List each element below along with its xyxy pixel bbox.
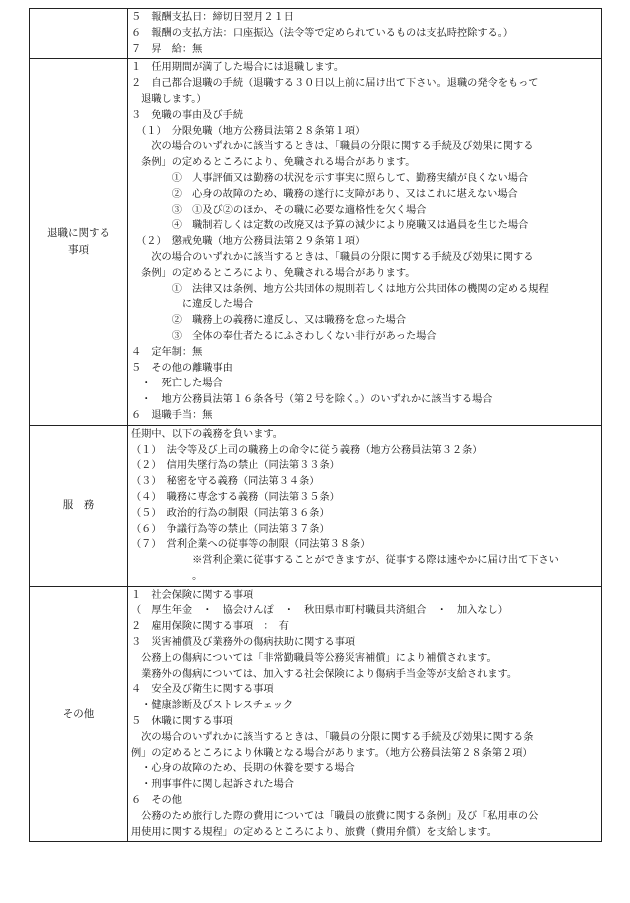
section-content-pay [128, 9, 602, 59]
text-line: ・ 死亡した場合 [131, 378, 223, 390]
text-line: 次の場合のいずれかに該当するときは、「職員の分限に関する手続及び効果に関する [131, 141, 534, 153]
section-content-duties [128, 425, 602, 586]
text-line: ② 職務上の義務に違反し、又は職務を怠った場合 [131, 315, 407, 327]
text-line: ６ 退職手当：無 [131, 409, 213, 421]
text-line: ・ 地方公務員法第１６条各号（第２号を除く。）のいずれかに該当する場合 [131, 394, 493, 406]
text-line: 退職します。） [131, 93, 207, 105]
text-line: 条例」の定めるところにより、免職される場合があります。 [131, 267, 416, 279]
text-line: １ 社会保険に関する事項 [131, 589, 254, 601]
text-line: ３ 災害補償及び業務外の傷病扶助に関する事項 [131, 637, 356, 649]
text-line: 任期中、以下の義務を負います。 [131, 428, 283, 440]
text-line: 公務のため旅行した際の費用については「職員の旅費に関する条例」及び「私用車の公 [131, 810, 539, 822]
text-line: ・刑事事件に関し起訴された場合 [131, 779, 294, 791]
text-line: （ 厚生年金 ・ 協会けんぽ ・ 秋田県市町村職員共済組合 ・ 加入なし） [131, 605, 508, 617]
text-line: ④ 職制若しくは定数の改廃又は予算の減少により廃職又は過員を生じた場合 [131, 220, 529, 232]
text-line: ４ 安全及び衛生に関する事項 [131, 684, 274, 696]
text-line: ① 法律又は条例、地方公共団体の規則若しくは地方公共団体の機関の定める規程 [131, 283, 549, 295]
text-line: ２ 自己都合退職の手続（退職する３０日以上前に届け出て下さい。退職の発令をもって [131, 78, 539, 90]
text-line: ５ 休職に関する事項 [131, 716, 233, 728]
text-line: ７ 昇 給：無 [131, 43, 203, 55]
text-line: ５ その他の離職事由 [131, 362, 233, 374]
text-line: ・健康診断及びストレスチェック [131, 700, 294, 712]
section-row-duties [30, 425, 602, 586]
text-line: ③ 全体の奉仕者たるにふさわしくない非行があった場合 [131, 330, 437, 342]
text-line: （１） 分限免職（地方公務員法第２８条第１項） [131, 125, 366, 137]
section-content-other [128, 586, 602, 842]
section-content-retirement [128, 59, 602, 425]
text-line: ② 心身の故障のため、職務の遂行に支障があり、又はこれに堪えない場合 [131, 188, 518, 200]
text-line: ３ 免職の事由及び手続 [131, 109, 244, 121]
text-line: （４） 職務に専念する義務（同法第３５条） [131, 491, 340, 503]
section-row-pay [30, 9, 602, 59]
text-line: ① 人事評価又は勤務の状況を示す事実に照らして、勤務実績が良くない場合 [131, 172, 529, 184]
text-line: 公務上の傷病については「非常勤職員等公務災害補償」により補償されます。 [131, 652, 497, 664]
text-line: （２） 懲戒免職（地方公務員法第２９条第１項） [131, 236, 366, 248]
text-line: ５ 報酬支払日：締切日翌月２１日 [131, 12, 294, 23]
text-line: 条例」の定めるところにより、免職される場合があります。 [131, 157, 416, 169]
text-line: （２） 信用失墜行為の禁止（同法第３３条） [131, 460, 340, 472]
text-line: ③ ①及び②のほか、その職に必要な適格性を欠く場合 [131, 204, 427, 216]
text-line: ※営利企業に従事することができますが、従事する際は速やかに届け出て下さい [131, 555, 559, 567]
text-line: ・心身の故障のため、長期の休養を要する場合 [131, 763, 355, 775]
text-line: （７） 営利企業への従事等の制限（同法第３８条） [131, 539, 371, 551]
text-line: １ 任用期間が満了した場合には退職します。 [131, 62, 345, 74]
document-table [29, 8, 602, 842]
text-line: ６ その他 [131, 795, 182, 807]
text-line: ４ 定年制：無 [131, 346, 203, 358]
text-line: 次の場合のいずれかに該当するときは、「職員の分限に関する手続及び効果に関する条 [131, 731, 534, 743]
text-line: 業務外の傷病については、加入する社会保険により傷病手当金等が支給されます。 [131, 668, 518, 680]
text-line: 用使用に関する規程」の定めるところにより、旅費（費用弁償）を支給します。 [131, 826, 497, 838]
text-line: 。 [131, 570, 203, 582]
text-line: 例」の定めるところにより休職となる場合があります。（地方公務員法第２８条第２項） [131, 747, 533, 759]
text-line: ２ 雇用保険に関する事項 ： 有 [131, 621, 289, 633]
text-line: （３） 秘密を守る義務（同法第３４条） [131, 476, 320, 488]
section-label-other: その他 [30, 586, 128, 842]
text-line: に違反した場合 [131, 299, 254, 311]
section-label-retirement: 退職に関する 事項 [30, 59, 128, 425]
section-row-retirement [30, 59, 602, 425]
text-line: 次の場合のいずれかに該当するときは、「職員の分限に関する手続及び効果に関する [131, 251, 534, 263]
section-label-pay [30, 9, 128, 59]
text-line: （６） 争議行為等の禁止（同法第３７条） [131, 523, 330, 535]
section-label-duties: 服 務 [30, 425, 128, 586]
text-line: （５） 政治的行為の制限（同法第３６条） [131, 507, 330, 519]
section-row-other [30, 586, 602, 842]
text-line: ６ 報酬の支払方法：口座振込（法令等で定められているものは支払時控除する。） [131, 27, 514, 39]
text-line: （１） 法令等及び上司の職務上の命令に従う義務（地方公務員法第３２条） [131, 444, 483, 456]
